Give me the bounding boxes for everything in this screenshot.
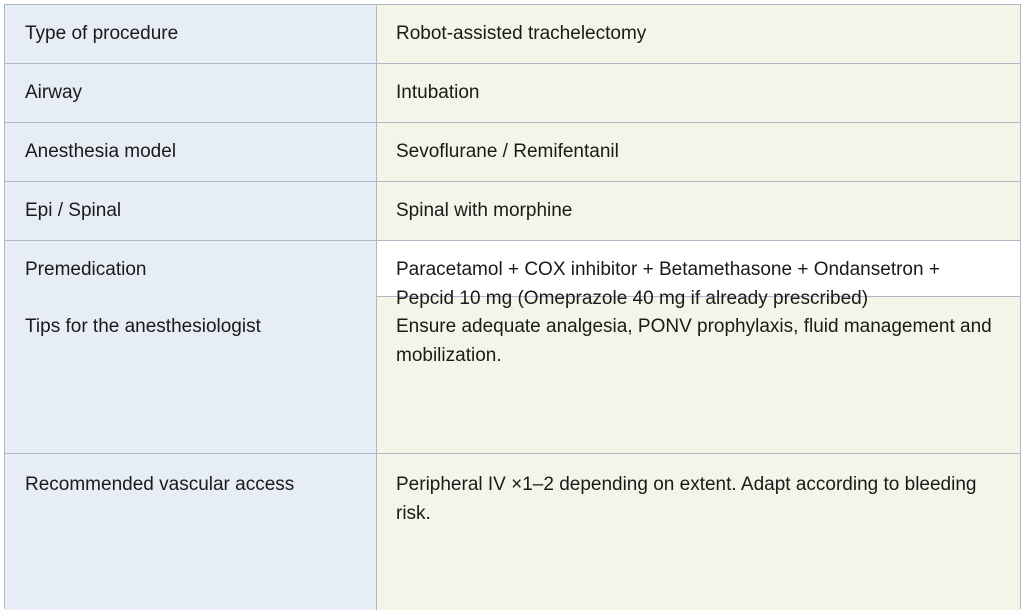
- table-row: [5, 5, 1020, 64]
- row-value: Robot-assisted trachelectomy: [377, 5, 1020, 63]
- row-value: Paracetamol + COX inhibitor + Betamethasone + Ondansetron + Pepcid 10 mg (Omeprazole 40 mg if already prescribed): [396, 259, 940, 309]
- row-value: Peripheral IV ×1–2 depending on extent. Adapt according to bleeding risk.: [377, 454, 1020, 610]
- row-label: Airway: [5, 64, 377, 122]
- row-label: Anesthesia model: [5, 123, 377, 181]
- row-label: Recommended vascular access: [5, 454, 377, 610]
- anesthesia-info-table: [4, 4, 1021, 609]
- table-row: [5, 296, 1020, 454]
- row-label: Premedication: [5, 241, 377, 297]
- row-label: Tips for the anesthesiologist: [5, 297, 377, 453]
- table-row: [5, 241, 1020, 309]
- table-row: [5, 454, 1020, 610]
- row-value: Spinal with morphine: [377, 182, 1020, 240]
- row-value: Sevoflurane / Remifentanil: [377, 123, 1020, 181]
- row-label: Type of procedure: [5, 5, 377, 63]
- table-row: [5, 182, 1020, 241]
- table-row: [5, 64, 1020, 123]
- row-label: Epi / Spinal: [5, 182, 377, 240]
- table-row: [5, 123, 1020, 182]
- row-value: Ensure adequate analgesia, PONV prophylaxis, fluid management and mobilization.: [377, 297, 1020, 453]
- row-value: Intubation: [377, 64, 1020, 122]
